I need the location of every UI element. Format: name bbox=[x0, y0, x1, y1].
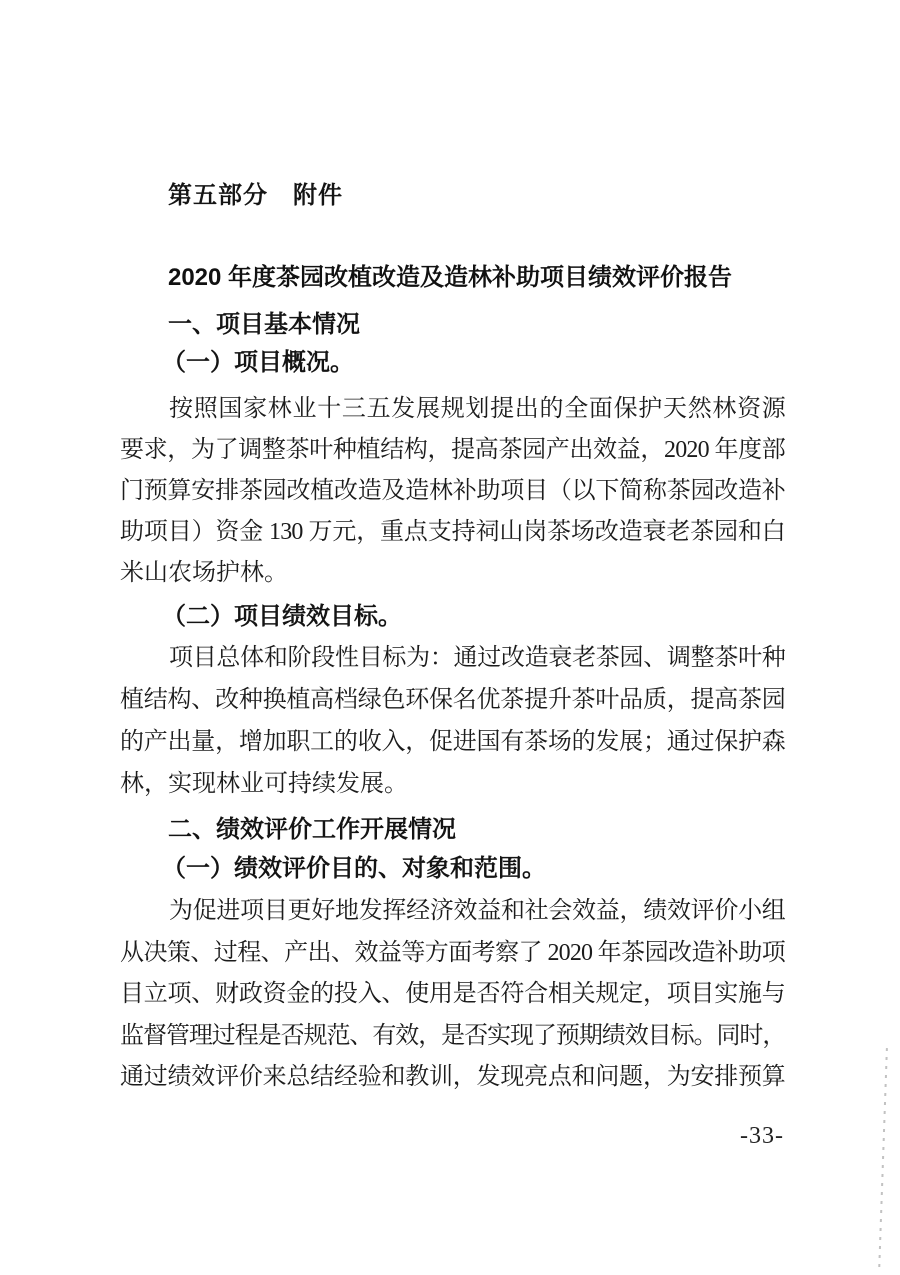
part-heading: 第五部分 附件 bbox=[168, 182, 343, 209]
paragraph-1-line-4: 助项目）资金 130 万元，重点支持祠山岗茶场改造衰老茶园和白 bbox=[120, 519, 785, 545]
paragraph-3-line-5: 通过绩效评价来总结经验和教训，发现亮点和问题，为安排预算 bbox=[120, 1064, 785, 1090]
section-1-1-heading: （一）项目概况。 bbox=[162, 349, 354, 376]
report-title: 2020 年度茶园改植改造及造林补助项目绩效评价报告 bbox=[167, 264, 733, 291]
section-2-1-heading: （一）绩效评价目的、对象和范围。 bbox=[162, 855, 546, 882]
scan-artifact-dashed-line bbox=[878, 1048, 888, 1272]
paragraph-2-line-4: 林，实现林业可持续发展。 bbox=[120, 771, 408, 797]
paragraph-2 bbox=[120, 637, 785, 805]
page-number: -33- bbox=[740, 1123, 784, 1149]
paragraph-1-line-2: 要求，为了调整茶叶种植结构，提高茶园产出效益，2020 年度部 bbox=[120, 437, 785, 463]
paragraph-2-line-2: 植结构、改种换植高档绿色环保名优茶提升茶叶品质，提高茶园 bbox=[120, 687, 785, 713]
section-1-heading: 一、项目基本情况 bbox=[168, 311, 360, 338]
paragraph-1-line-3: 门预算安排茶园改植改造及造林补助项目（以下简称茶园改造补 bbox=[120, 478, 785, 504]
section-1-2-heading: （二）项目绩效目标。 bbox=[162, 603, 402, 630]
paragraph-3-line-4: 监督管理过程是否规范、有效，是否实现了预期绩效目标。同时， bbox=[120, 1022, 785, 1049]
paragraph-2-line-3: 的产出量，增加职工的收入，促进国有茶场的发展；通过保护森 bbox=[120, 729, 785, 755]
paragraph-1-line-5: 米山农场护林。 bbox=[120, 560, 288, 586]
paragraph-1-line-1: 按照国家林业十三五发展规划提出的全面保护天然林资源 bbox=[169, 396, 785, 422]
paragraph-3-line-3: 目立项、财政资金的投入、使用是否符合相关规定，项目实施与 bbox=[120, 981, 785, 1007]
paragraph-3-line-2: 从决策、过程、产出、效益等方面考察了 2020 年茶园改造补助项 bbox=[120, 939, 785, 966]
paragraph-1 bbox=[120, 389, 785, 594]
paragraph-2-line-1: 项目总体和阶段性目标为：通过改造衰老茶园、调整茶叶种 bbox=[169, 645, 785, 671]
paragraph-3 bbox=[120, 891, 785, 1099]
paragraph-3-line-1: 为促进项目更好地发挥经济效益和社会效益，绩效评价小组 bbox=[169, 898, 785, 924]
section-2-heading: 二、绩效评价工作开展情况 bbox=[168, 816, 456, 843]
